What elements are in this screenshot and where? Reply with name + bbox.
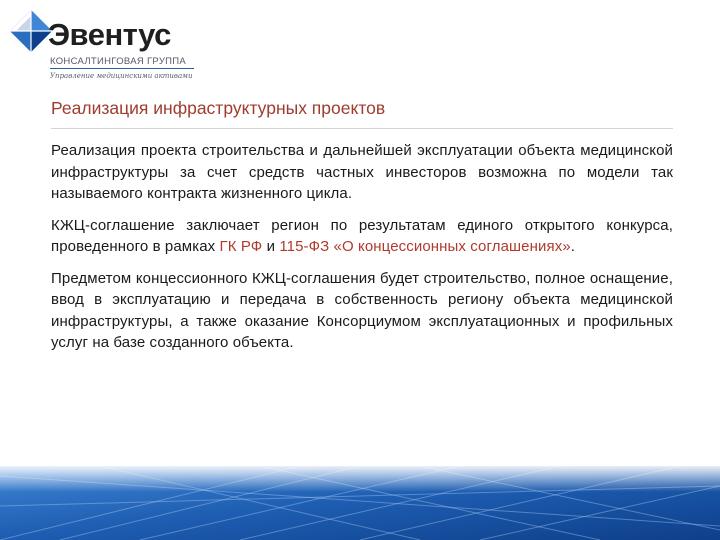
paragraph-2-text-before: КЖЦ-соглашение заключает регион по результатам единого открытого конкурса, проведенного в рамках [51, 216, 673, 255]
paragraph-2-text-after: . [570, 238, 576, 255]
logo-tagline: Управление медицинскими активами [50, 72, 193, 80]
decorative-bottom-bar [0, 466, 720, 540]
title-divider [51, 128, 673, 129]
logo-name: Эвентус [48, 17, 171, 52]
highlight-gk-rf: ГК РФ [219, 238, 263, 255]
paragraph-1: Реализация проекта строительства и дальнейшей эксплуатации объекта медицинской инфраструктуры за счет средств частных инвесторов возможна по модели так называемого контракта жизненного цикла. [51, 142, 673, 202]
paragraph-3: Предметом концессионного КЖЦ-соглашения будет строительство, полное оснащение, ввод в эксплуатацию и передача в собственность региону объекта медицинской инфраструктуры, а также оказание Консорциумом эксплуатационных и профильных услуг на базе созданного объекта. [51, 269, 673, 351]
slide-title: Реализация инфраструктурных проектов [51, 98, 386, 118]
company-logo [8, 8, 268, 83]
logo-underline [50, 68, 194, 69]
paragraph-2 [51, 215, 673, 258]
highlight-115-fz: 115-ФЗ «О концессионных соглашениях» [279, 238, 571, 255]
paragraph-2-text-middle: и [262, 238, 280, 255]
slide-content [51, 97, 673, 354]
logo-subtitle: КОНСАЛТИНГОВАЯ ГРУППА [50, 56, 187, 67]
